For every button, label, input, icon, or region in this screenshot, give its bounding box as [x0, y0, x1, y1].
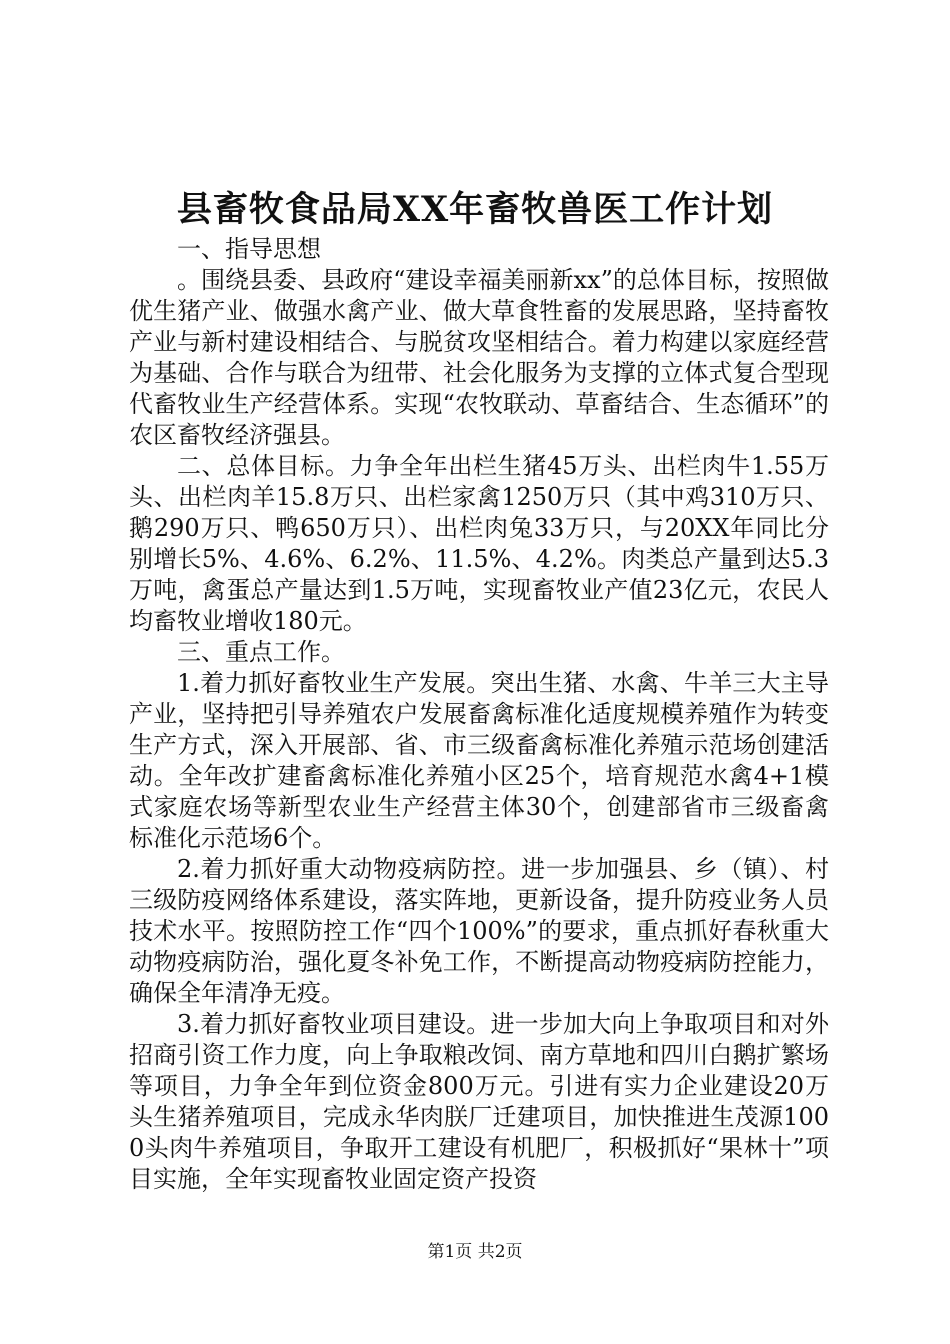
paragraph: 3.着力抓好畜牧业项目建设。进一步加大向上争取项目和对外招商引资工作力度，向上争取粮改饲、南方草地和四川白鹅扩繁场等项目，力争全年到位资金800万元。引进有实力企业建设20万头生猪养殖项目，完成永华肉朕厂迁建项目，加快推进生茂源1000头肉牛养殖项目，争取开工建设有机肥厂，积极抓好“果林十”项目实施，全年实现畜牧业固定资产投资 [129, 1010, 829, 1193]
page-footer: 第1页 共2页 [427, 1242, 523, 1262]
paragraph: 。围绕县委、县政府“建设幸福美丽新xx”的总体目标，按照做优生猪产业、做强水禽产业、做大草食牲畜的发展思路，坚持畜牧产业与新村建设相结合、与脱贫攻坚相结合。着力构建以家庭经营为基础、合作与联合为纽带、社会化服务为支撑的立体式复合型现代畜牧业生产经营体系。实现“农牧联动、草畜结合、生态循环”的农区畜牧经济强县。 [129, 266, 829, 449]
paragraph: 2.着力抓好重大动物疫病防控。进一步加强县、乡（镇）、村三级防疫网络体系建设，落实阵地，更新设备，提升防疫业务人员技术水平。按照防控工作“四个100%”的要求，重点抓好春秋重大动物疫病防治，强化夏冬补免工作，不断提高动物疫病防控能力，确保全年清净无疫。 [129, 855, 829, 1007]
section-heading: 一、指导思想 [177, 235, 321, 263]
document-body [129, 234, 829, 1195]
section-heading: 三、重点工作。 [177, 638, 345, 666]
paragraph: 二、总体目标。力争全年出栏生猪45万头、出栏肉牛1.55万头、出栏肉羊15.8万只、出栏家禽1250万只（其中鸡310万只、鹅290万只、鸭650万只）、出栏肉兔33万只，与20XX年同比分别增长5%、4.6%、6.2%、11.5%、4.2%。肉类总产量到达5.3万吨，禽蛋总产量达到1.5万吨，实现畜牧业产值23亿元，农民人均畜牧业增收180元。 [129, 452, 829, 635]
document-title: 县畜牧食品局XX年畜牧兽医工作计划 [176, 189, 774, 230]
paragraph: 1.着力抓好畜牧业生产发展。突出生猪、水禽、牛羊三大主导产业，坚持把引导养殖农户发展畜禽标准化适度规模养殖作为转变生产方式，深入开展部、省、市三级畜禽标准化养殖示范场创建活动。全年改扩建畜禽标准化养殖小区25个，培育规范水禽4+1模式家庭农场等新型农业生产经营主体30个，创建部省市三级畜禽标准化示范场6个。 [129, 669, 829, 852]
